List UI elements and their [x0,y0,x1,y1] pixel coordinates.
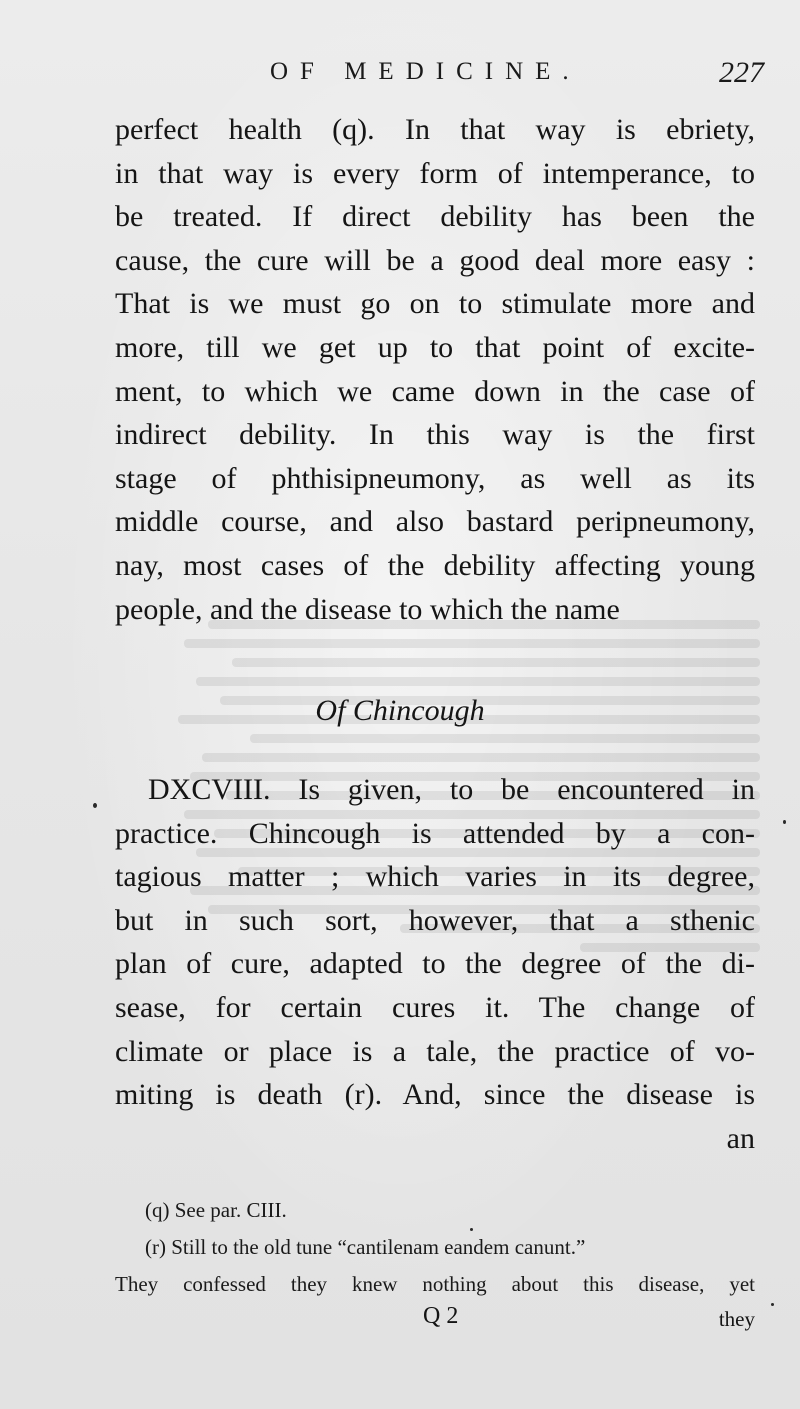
text-line: but in such sort, however, that a sthenic [115,903,755,937]
main-paragraph [115,108,755,631]
footnote-r-continued: They confessed they knew nothing about this disease, yet [115,1272,755,1296]
ink-speck [783,820,786,824]
page-number: 227 [719,56,764,89]
text-line: plan of cure, adapted to the degree of the di- [115,947,755,981]
text-line: perfect health (q). In that way is ebriety, [115,113,755,146]
text-line: climate or place is a tale, the practice of vo- [115,1034,755,1068]
text-line: more, till we get up to that point of excite- [115,330,755,364]
signature-mark: Q 2 [423,1303,459,1329]
text-line: sease, for certain cures it. The change of [115,990,755,1024]
text-line: in that way is every form of intemperance, to [115,156,755,190]
page-foot [115,1303,755,1339]
text-line: people, and the disease to which the name [115,592,620,626]
text-line: DXCVIII. Is given, to be encountered in [148,773,755,806]
section-heading: Of Chincough [315,694,485,727]
text-line: be treated. If direct debility has been the [115,200,755,234]
ink-speck [771,1303,774,1306]
footnote-q: (q) See par. CIII. [145,1198,287,1222]
text-line: ment, to which we came down in the case of [115,374,755,408]
text-line: miting is death (r). And, since the disease is [115,1078,755,1112]
text-line: tagious matter ; which varies in its degree, [115,860,755,894]
footnotes [115,1192,755,1303]
footnote-r: (r) Still to the old tune “cantilenam eandem canunt.” [145,1235,586,1259]
text-line: That is we must go on to stimulate more and [115,287,755,321]
catchword: they [718,1307,755,1331]
text-line: middle course, and also bastard peripneumony, [115,505,755,539]
catch-line: an [726,1121,755,1155]
text-line: indirect debility. In this way is the first [115,418,755,452]
text-line: cause, the cure will be a good deal more easy : [115,243,755,277]
text-line: practice. Chincough is attended by a con- [115,816,755,850]
running-head [0,58,800,94]
text-line: stage of phthisipneumony, as well as its [115,461,755,495]
section-paragraph [115,768,755,1160]
text-line: nay, most cases of the debility affecting young [115,548,755,582]
ink-speck [470,1228,473,1231]
running-head-title: OF MEDICINE. [270,58,581,85]
ink-speck [93,803,97,808]
